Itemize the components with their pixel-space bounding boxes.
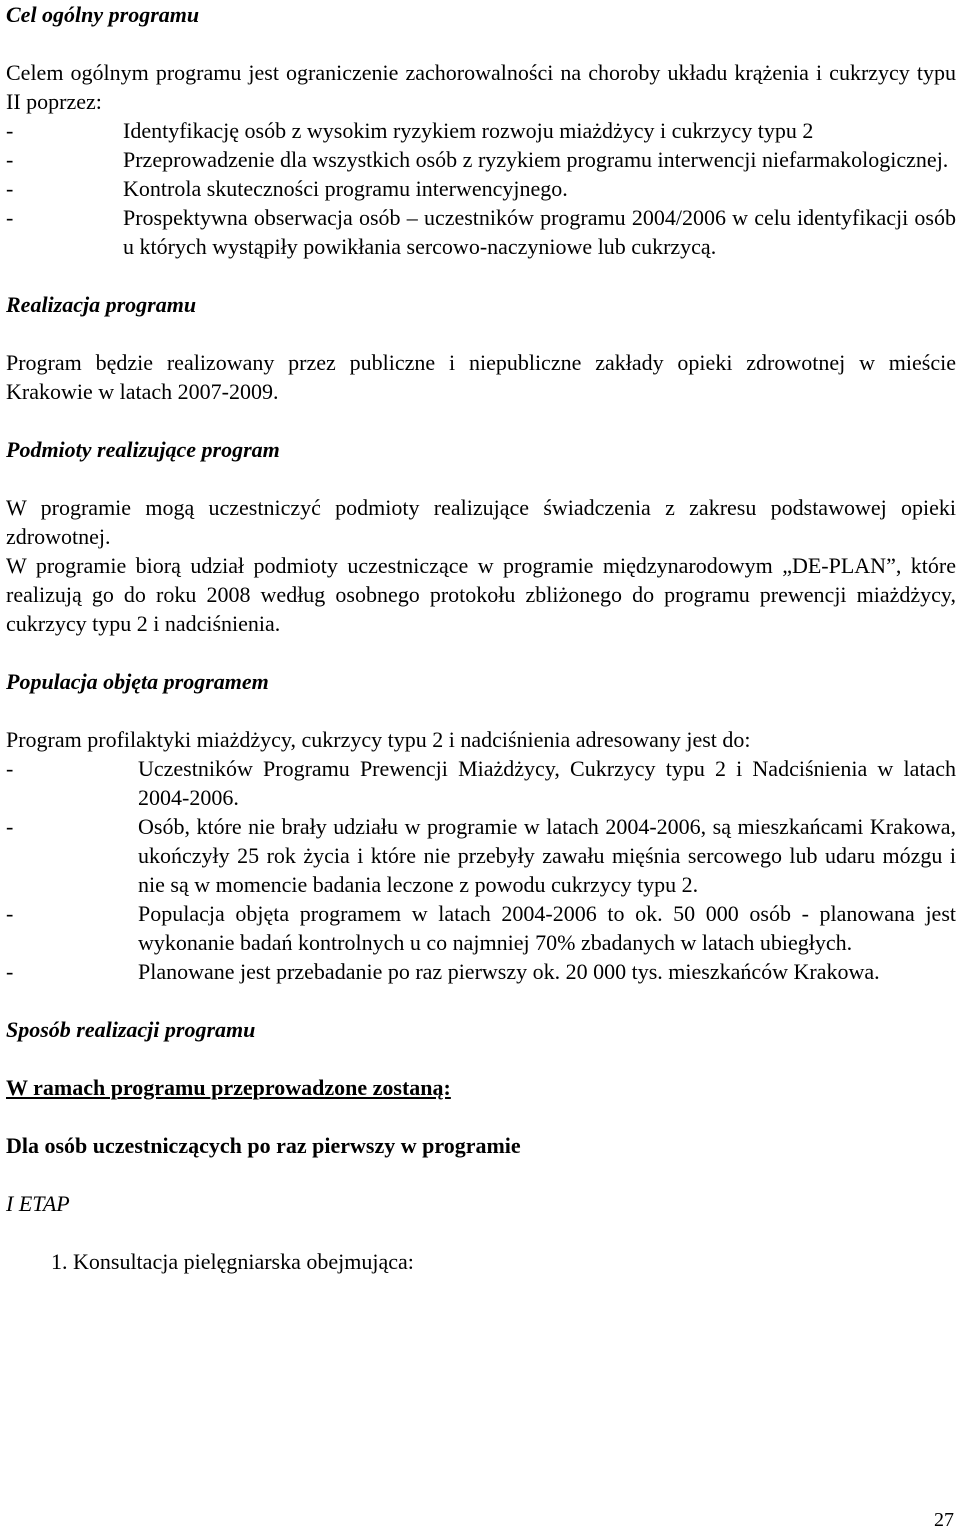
heading-podmioty: Podmioty realizujące program — [6, 437, 280, 462]
list-item: - Prospektywna obserwacja osób – uczestników programu 2004/2006 w celu identyfikacji osób u których wystąpiły powikłania sercowo-naczyniowe lub cukrzycą. — [6, 205, 956, 259]
dash-marker: - — [6, 959, 14, 984]
heading-populacja: Populacja objęta programem — [6, 669, 269, 694]
list-item: - Populacja objęta programem w latach 2004-2006 to ok. 50 000 osób - planowana jest wykonanie badań kontrolnych u co najmniej 70% zbadanych w latach ubiegłych. — [6, 901, 956, 955]
dash-marker: - — [6, 901, 14, 926]
list-item: - Identyfikację osób z wysokim ryzykiem rozwoju miażdżycy i cukrzycy typu 2 — [6, 118, 814, 143]
cel-list — [6, 116, 956, 261]
heading-sposob: Sposób realizacji programu — [6, 1017, 256, 1042]
etap-label: I ETAP — [6, 1191, 70, 1216]
dash-marker: - — [6, 814, 14, 839]
podmioty-paragraph-2: W programie biorą udział podmioty uczestniczące w programie międzynarodowym „DE-PLAN”, które realizują go do roku 2008 według osobnego protokołu zbliżonego do programu prewencji miażdżycy, cukrzycy typu 2 i nadciśnienia. — [6, 553, 956, 636]
dash-marker: - — [6, 205, 14, 230]
list-item: - Kontrola skuteczności programu interwencyjnego. — [6, 176, 568, 201]
realizacja-paragraph: Program będzie realizowany przez publiczne i niepubliczne zakłady opieki zdrowotnej w mieście Krakowie w latach 2007-2009. — [6, 350, 956, 404]
cel-intro-paragraph: Celem ogólnym programu jest ograniczenie zachorowalności na choroby układu krążenia i cukrzycy typu II poprzez: — [6, 60, 956, 114]
podmioty-paragraph-1: W programie mogą uczestniczyć podmioty realizujące świadczenia z zakresu podstawowej opieki zdrowotnej. — [6, 495, 956, 549]
list-item: - Planowane jest przebadanie po raz pierwszy ok. 20 000 tys. mieszkańców Krakowa. — [6, 959, 880, 984]
list-item: - Przeprowadzenie dla wszystkich osób z ryzykiem programu interwencji niefarmakologicznej. — [6, 147, 949, 172]
numbered-item — [6, 1247, 956, 1276]
subheading-dla-osob: Dla osób uczestniczących po raz pierwszy w programie — [6, 1133, 521, 1158]
numbered-item-number: 1. — [51, 1249, 68, 1274]
populacja-list — [6, 754, 956, 986]
heading-cel-ogolny: Cel ogólny programu — [6, 2, 200, 27]
subheading-w-ramach: W ramach programu przeprowadzone zostaną: — [6, 1075, 451, 1100]
dash-marker: - — [6, 756, 14, 781]
dash-marker: - — [6, 147, 14, 172]
document-page — [6, 0, 956, 1276]
list-item: - Uczestników Programu Prewencji Miażdżycy, Cukrzycy typu 2 i Nadciśnienia w latach 2004-2006. — [6, 756, 956, 810]
populacja-intro-paragraph: Program profilaktyki miażdżycy, cukrzycy typu 2 i nadciśnienia adresowany jest do: — [6, 727, 751, 752]
dash-marker: - — [6, 176, 14, 201]
numbered-item-text: Konsultacja pielęgniarska obejmująca: — [73, 1249, 414, 1274]
dash-marker: - — [6, 118, 14, 143]
page-number: 27 — [934, 1509, 954, 1531]
list-item: - Osób, które nie brały udziału w programie w latach 2004-2006, są mieszkańcami Krakowa, ukończyły 25 rok życia i które nie przebyły zawału mięśnia sercowego lub udaru mózgu i nie są w momencie badania leczone z powodu cukrzycy typu 2. — [6, 814, 956, 897]
heading-realizacja: Realizacja programu — [6, 292, 197, 317]
